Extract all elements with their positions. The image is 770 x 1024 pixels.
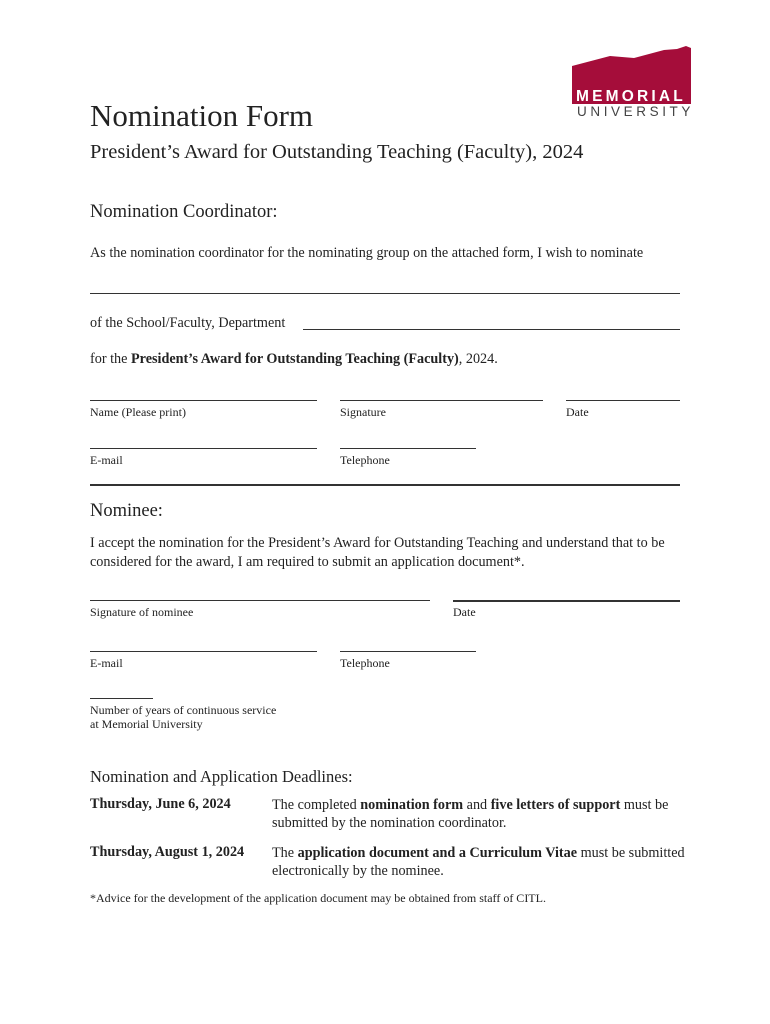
logo-text-university: UNIVERSITY (577, 104, 695, 119)
page-subtitle: President’s Award for Outstanding Teaching (Faculty), 2024 (90, 141, 584, 163)
deadline-2-bold-a: application document and a Curriculum Vitae (297, 845, 578, 861)
coordinator-intro: As the nomination coordinator for the nominating group on the attached form, I wish to nominate (90, 245, 644, 261)
years-of-service-label-2: at Memorial University (90, 717, 203, 731)
deadline-2-text-b: must be submitted electronically by the nominee. (272, 845, 685, 879)
coordinator-date-field[interactable] (566, 400, 680, 401)
deadline-1-text-b: and (463, 797, 491, 813)
school-faculty-department-field[interactable] (303, 329, 680, 330)
deadline-date-1: Thursday, June 6, 2024 (90, 796, 231, 812)
award-name: President’s Award for Outstanding Teaching (Faculty) (130, 351, 459, 367)
nominee-date-field[interactable] (453, 600, 680, 602)
award-sentence (90, 350, 498, 369)
nominee-telephone-field[interactable] (340, 651, 476, 652)
coordinator-email-label: E-mail (90, 453, 123, 467)
school-faculty-label: of the School/Faculty, Department (90, 315, 286, 331)
coordinator-signature-label: Signature (340, 405, 386, 419)
deadlines-heading: Nomination and Application Deadlines: (90, 767, 353, 786)
nominee-date-label: Date (453, 605, 476, 619)
coordinator-signature-field[interactable] (340, 400, 543, 401)
coordinator-name-label: Name (Please print) (90, 405, 186, 419)
coordinator-heading: Nomination Coordinator: (90, 202, 278, 222)
nominee-signature-field[interactable] (90, 600, 430, 601)
years-of-service-label-1: Number of years of continuous service (90, 703, 277, 717)
coordinator-email-field[interactable] (90, 448, 317, 449)
coordinator-name-field[interactable] (90, 400, 317, 401)
award-prefix: for the (90, 351, 131, 367)
nominee-statement: I accept the nomination for the President’s Award for Outstanding Teaching and understand that to be considered for the award, I am required to submit an application document*. (90, 535, 665, 570)
deadline-desc-2 (272, 844, 692, 880)
nominee-signature-label: Signature of nominee (90, 605, 194, 619)
deadline-2-text-a: The (272, 845, 298, 861)
deadline-1-text-c: must be submitted by the nomination coordinator. (272, 797, 669, 831)
nominee-name-field[interactable] (90, 293, 680, 294)
award-suffix: , 2024. (458, 351, 498, 367)
nominee-email-field[interactable] (90, 651, 317, 652)
nominee-email-label: E-mail (90, 656, 123, 670)
coordinator-date-label: Date (566, 405, 589, 419)
nominee-heading: Nominee: (90, 501, 163, 521)
coordinator-telephone-field[interactable] (340, 448, 476, 449)
deadline-1-bold-b: five letters of support (490, 797, 621, 813)
page-title: Nomination Form (90, 98, 314, 133)
section-divider (90, 484, 680, 486)
deadline-1-text-a: The completed (272, 797, 361, 813)
deadline-desc-1 (272, 796, 692, 832)
nominee-telephone-label: Telephone (340, 656, 390, 670)
footnote: *Advice for the development of the application document may be obtained from staff of CITL. (90, 891, 546, 905)
years-of-service-field[interactable] (90, 698, 153, 699)
deadline-1-bold-a: nomination form (360, 797, 464, 813)
logo-text-memorial: MEMORIAL (576, 88, 686, 105)
coordinator-telephone-label: Telephone (340, 453, 390, 467)
deadline-date-2: Thursday, August 1, 2024 (90, 844, 245, 860)
